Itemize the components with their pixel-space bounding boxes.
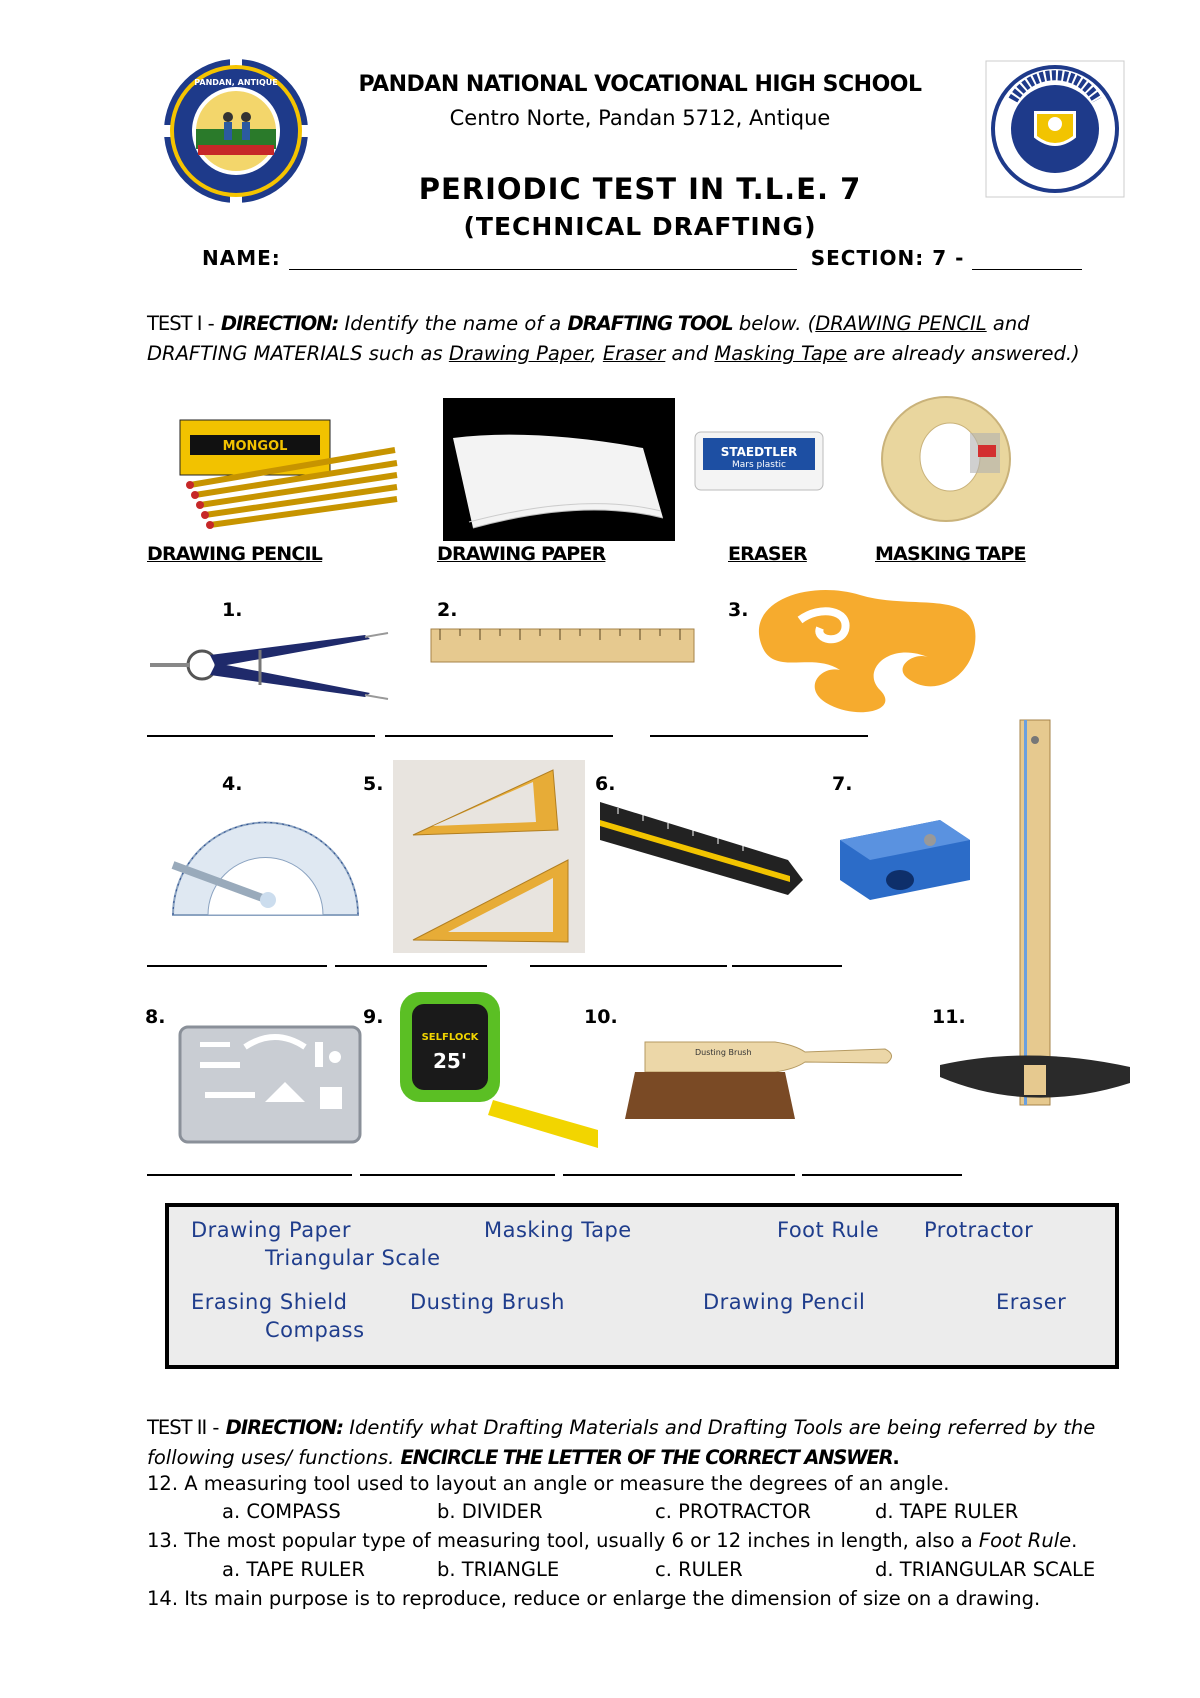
direction-text: Identify the name of a (338, 312, 568, 335)
direction-text: Identify what Drafting Materials and Drafting Tools are being referred by the following uses/ functions. (147, 1416, 1096, 1469)
eraser-image (693, 430, 825, 492)
school-logo-text: PANDAN, ANTIQUE (194, 78, 278, 87)
protractor-image (168, 800, 363, 920)
choice-item: Dusting Brush (410, 1290, 565, 1314)
section-label: SECTION: 7 - (810, 246, 965, 270)
answer-blank-9[interactable] (360, 1174, 555, 1176)
choice-item: Protractor (924, 1218, 1034, 1242)
direction-bold: ENCIRCLE THE LETTER OF THE CORRECT ANSWER (400, 1446, 893, 1469)
tape-measure-image (398, 990, 603, 1148)
direction-underline: Eraser (602, 342, 666, 365)
question-13 (147, 1529, 1077, 1552)
q13-choice-c[interactable]: c. RULER (655, 1558, 743, 1581)
direction-bold: DRAFTING TOOL (567, 312, 733, 335)
ruler-image (430, 628, 695, 663)
brush-brand: Dusting Brush (695, 1048, 752, 1057)
direction-underline: Masking Tape (714, 342, 848, 365)
answer-blank-1[interactable] (147, 735, 375, 737)
eraser-brand-sub: Mars plastic (732, 460, 786, 470)
item-number: 4. (222, 773, 243, 795)
caption-drawing-paper: DRAWING PAPER (437, 543, 606, 565)
choice-item: Drawing Pencil (703, 1290, 866, 1314)
direction-underline: DRAWING PENCIL (815, 312, 987, 335)
item-number: 1. (222, 599, 243, 621)
q13-end: . (1071, 1529, 1078, 1552)
caption-drawing-pencil: DRAWING PENCIL (147, 543, 323, 565)
compass-image (150, 625, 390, 717)
q12-choice-a[interactable]: a. COMPASS (222, 1500, 341, 1523)
french-curve-image (740, 580, 985, 720)
item-number: 8. (145, 1006, 166, 1028)
direction-label: DIRECTION: (220, 312, 339, 335)
q13-text: 13. The most popular type of measuring tool, usually 6 or 12 inches in length, also a (147, 1529, 979, 1552)
q13-choice-d[interactable]: d. TRIANGULAR SCALE (875, 1558, 1096, 1581)
answer-blank-7[interactable] (732, 965, 842, 967)
name-label: NAME: (202, 246, 281, 270)
answer-blank-6[interactable] (530, 965, 727, 967)
item-number: 11. (932, 1006, 966, 1028)
name-field[interactable] (289, 251, 797, 270)
school-address: Centro Norte, Pandan 5712, Antique (449, 106, 831, 130)
choice-item: Eraser (996, 1290, 1067, 1314)
q13-choice-b[interactable]: b. TRIANGLE (437, 1558, 560, 1581)
q12-choice-b[interactable]: b. DIVIDER (437, 1500, 543, 1523)
question-12: 12. A measuring tool used to layout an angle or measure the degrees of an angle. (147, 1472, 950, 1495)
eraser-brand: STAEDTLER (720, 445, 798, 459)
tape-brand: SELFLOCK (421, 1032, 479, 1043)
question-14: 14. Its main purpose is to reproduce, reduce or enlarge the dimension of size on a drawing. (147, 1587, 1041, 1610)
choice-item: Erasing Shield (191, 1290, 348, 1314)
school-name: PANDAN NATIONAL VOCATIONAL HIGH SCHOOL (358, 72, 922, 97)
item-number: 5. (363, 773, 384, 795)
direction-label: DIRECTION: (225, 1416, 344, 1439)
pencil-brand: MONGOL (222, 439, 288, 454)
direction-text: below. ( (732, 312, 816, 335)
triangular-scale-image (598, 800, 808, 898)
direction-text: , (590, 342, 603, 365)
choice-item: Triangular Scale (265, 1246, 441, 1270)
item-number: 6. (595, 773, 616, 795)
item-number: 10. (584, 1006, 618, 1028)
choice-item: Masking Tape (484, 1218, 632, 1242)
test2-direction (147, 1413, 1097, 1473)
drawing-pencil-image (175, 415, 400, 530)
choice-item: Drawing Paper (191, 1218, 351, 1242)
dash: - (201, 312, 221, 335)
q12-choice-c[interactable]: c. PROTRACTOR (655, 1500, 811, 1523)
triangles-image (393, 760, 585, 953)
page-subtitle: (TECHNICAL DRAFTING) (463, 212, 817, 241)
drawing-paper-image (443, 398, 675, 541)
erasing-shield-image (175, 1022, 365, 1147)
page-title: PERIODIC TEST IN T.L.E. 7 (418, 172, 862, 206)
tape-size: 25' (433, 1049, 467, 1073)
item-number: 3. (728, 599, 749, 621)
choices-box (165, 1203, 1119, 1369)
direction-end: . (892, 1446, 900, 1469)
answer-blank-4[interactable] (147, 965, 327, 967)
direction-text: and DRAFTING MATERIALS such as (147, 312, 1030, 365)
test1-direction (147, 309, 1097, 369)
direction-underline: Drawing Paper (448, 342, 591, 365)
choice-item: Compass (265, 1318, 365, 1342)
direction-text: are already answered.) (847, 342, 1080, 365)
q12-choice-d[interactable]: d. TAPE RULER (875, 1500, 1019, 1523)
answer-blank-8[interactable] (147, 1174, 352, 1176)
answer-blank-5[interactable] (335, 965, 487, 967)
answer-blank-11[interactable] (802, 1174, 962, 1176)
masking-tape-image (878, 393, 1018, 528)
answer-blank-10[interactable] (563, 1174, 795, 1176)
name-section-line (202, 246, 1082, 270)
answer-blank-3[interactable] (650, 735, 868, 737)
dash: - (206, 1416, 226, 1439)
section-field[interactable] (972, 251, 1082, 270)
choice-item: Foot Rule (777, 1218, 880, 1242)
caption-eraser: ERASER (728, 543, 807, 565)
q13-choice-a[interactable]: a. TAPE RULER (222, 1558, 365, 1581)
test1-label: TEST I (147, 312, 202, 335)
t-square-image (920, 715, 1135, 1120)
q13-italic: Foot Rule (978, 1529, 1072, 1552)
direction-text: and (665, 342, 715, 365)
answer-blank-2[interactable] (385, 735, 613, 737)
dusting-brush-image (625, 1037, 900, 1122)
item-number: 7. (832, 773, 853, 795)
item-number: 9. (363, 1006, 384, 1028)
item-number: 2. (437, 599, 458, 621)
caption-masking-tape: MASKING TAPE (875, 543, 1026, 565)
test2-label: TEST II (147, 1416, 207, 1439)
